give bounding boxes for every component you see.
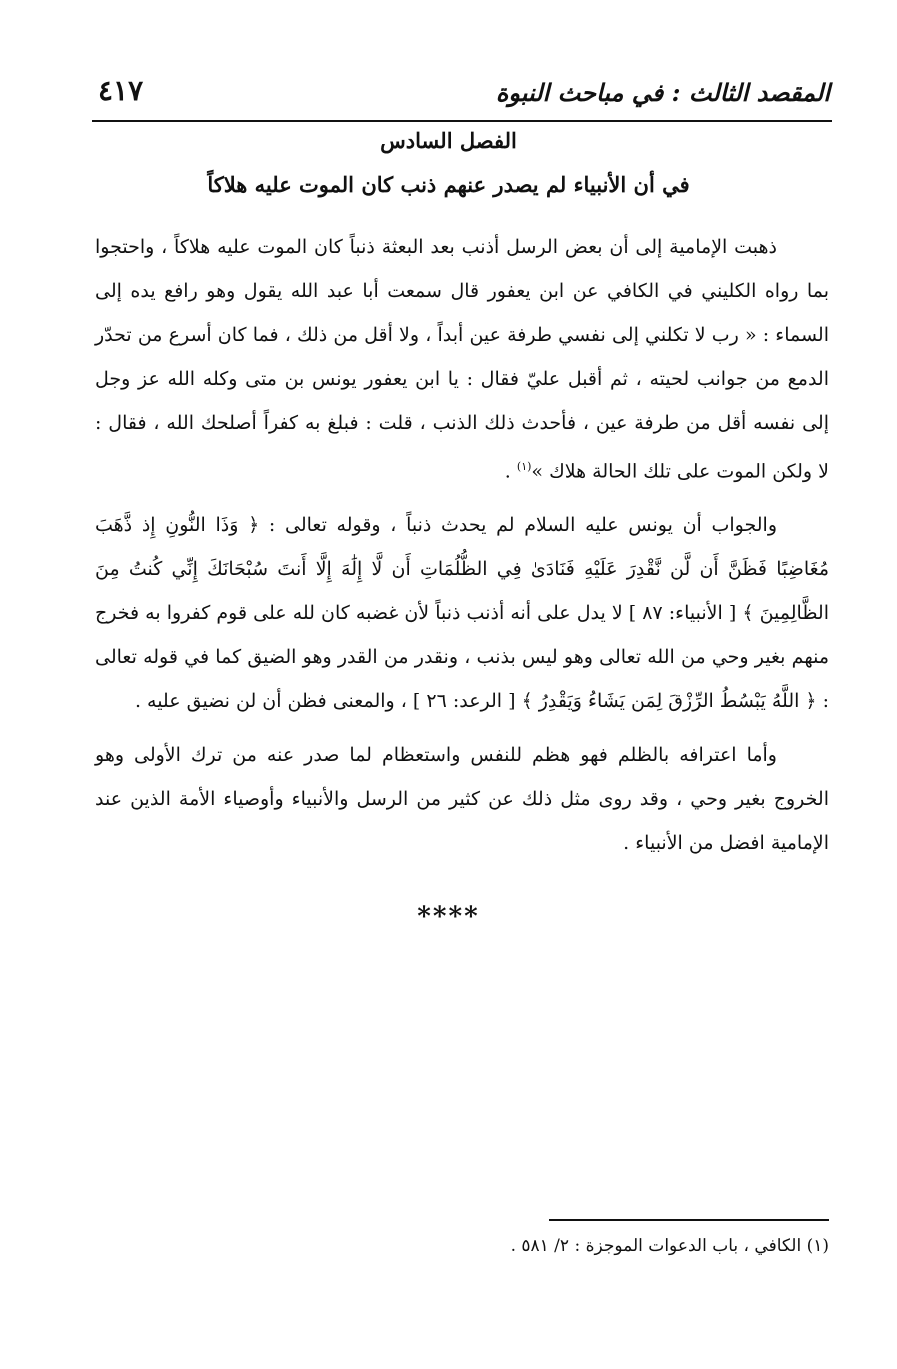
paragraph: وأما اعترافه بالظلم فهو هظم للنفس واستعظام لما صدر عنه من ترك الأولى وهو الخروج بغير وحي ، وقد روى مثل ذلك عن كثير من الرسل والأنبياء وأوصياء الأمة الذين عند الإمامية افضل من الأنبياء . (95, 744, 829, 855)
paragraph-text: ذهبت الإمامية إلى أن بعض الرسل أذنب بعد البعثة ذنباً كان الموت عليه هلاكاً ، واحتجوا بما رواه الكليني في الكافي عن ابن يعفور قال سمعت أبا عبد الله يقول وهو رافع يده إلى السماء : « رب لا تكلني إلى نفسي طرفة عين أبداً ، ولا أقل من ذلك ، فما كان أسرع من تحدّر الدمع من جوانب لحيته ، ثم أقبل عليّ فقال : يا ابن يعفور يونس بن متى وكله الله عز وجل إلى نفسه أقل من طرفة عين ، فأحدث ذلك الذنب ، قلت : فبلغ به كفراً أصلحك الله ، فقال : لا ولكن الموت على تلك الحالة هلاك » (95, 236, 829, 483)
page-number: ٤١٧ (98, 74, 144, 107)
main-text (95, 225, 829, 875)
page-header (92, 72, 832, 122)
section-separator: **** (417, 902, 480, 932)
running-title: المقصد الثالث : في مباحث النبوة (495, 78, 830, 107)
footnote-reference: (١) (516, 460, 532, 473)
paragraph: ذهبت الإمامية إلى أن بعض الرسل أذنب بعد البعثة ذنباً كان الموت عليه هلاكاً ، واحتجوا بما رواه الكليني في الكافي عن ابن يعفور قال سمعت أبا عبد الله يقول وهو رافع يده إلى السماء : « رب لا تكلني إلى نفسي طرفة عين أبداً ، ولا أقل من ذلك ، فما كان أسرع من تحدّر الدمع من جوانب لحيته ، ثم أقبل عليّ فقال : يا ابن يعفور يونس بن متى وكله الله عز وجل إلى نفسه أقل من طرفة عين ، فأحدث ذلك الذنب ، قلت : فبلغ به كفراً أصلحك الله ، فقال : لا ولكن الموت على تلك الحالة هلاك »$^{(١)}$ . (95, 236, 829, 483)
footnote-divider (549, 1219, 829, 1221)
paragraph: والجواب أن يونس عليه السلام لم يحدث ذنباً ، وقوله تعالى : ﴿ وَذَا النُّونِ إِذ ذَّهَبَ مُغَاضِبًا فَظَنَّ أَن لَّن نَّقْدِرَ عَلَيْهِ فَنَادَىٰ فِي الظُّلُمَاتِ أَن لَّا إِلَٰهَ إِلَّا أَنتَ سُبْحَانَكَ إِنِّي كُنتُ مِنَ الظَّالِمِينَ ﴾ [ الأنبياء: ٨٧ ] لا يدل على أنه أذنب ذنباً لأن غضبه كان لله على قوم كفروا به فخرج منهم بغير وحي من الله تعالى وهو ليس بذنب ، ونقدر من القدر وهو الضيق كما في قوله تعالى : ﴿ اللَّهُ يَبْسُطُ الرِّزْقَ لِمَن يَشَاءُ وَيَقْدِرُ ﴾ [ الرعد: ٢٦ ] ، والمعنى فظن أن لن نضيق عليه . (95, 514, 829, 713)
section-title: في أن الأنبياء لم يصدر عنهم ذنب كان الموت عليه هلاكاً (207, 172, 690, 197)
chapter-title: الفصل السادس (380, 128, 517, 153)
footnote: (١) الكافي ، باب الدعوات الموجزة : ٢/ ٥٨١ . (510, 1236, 829, 1256)
